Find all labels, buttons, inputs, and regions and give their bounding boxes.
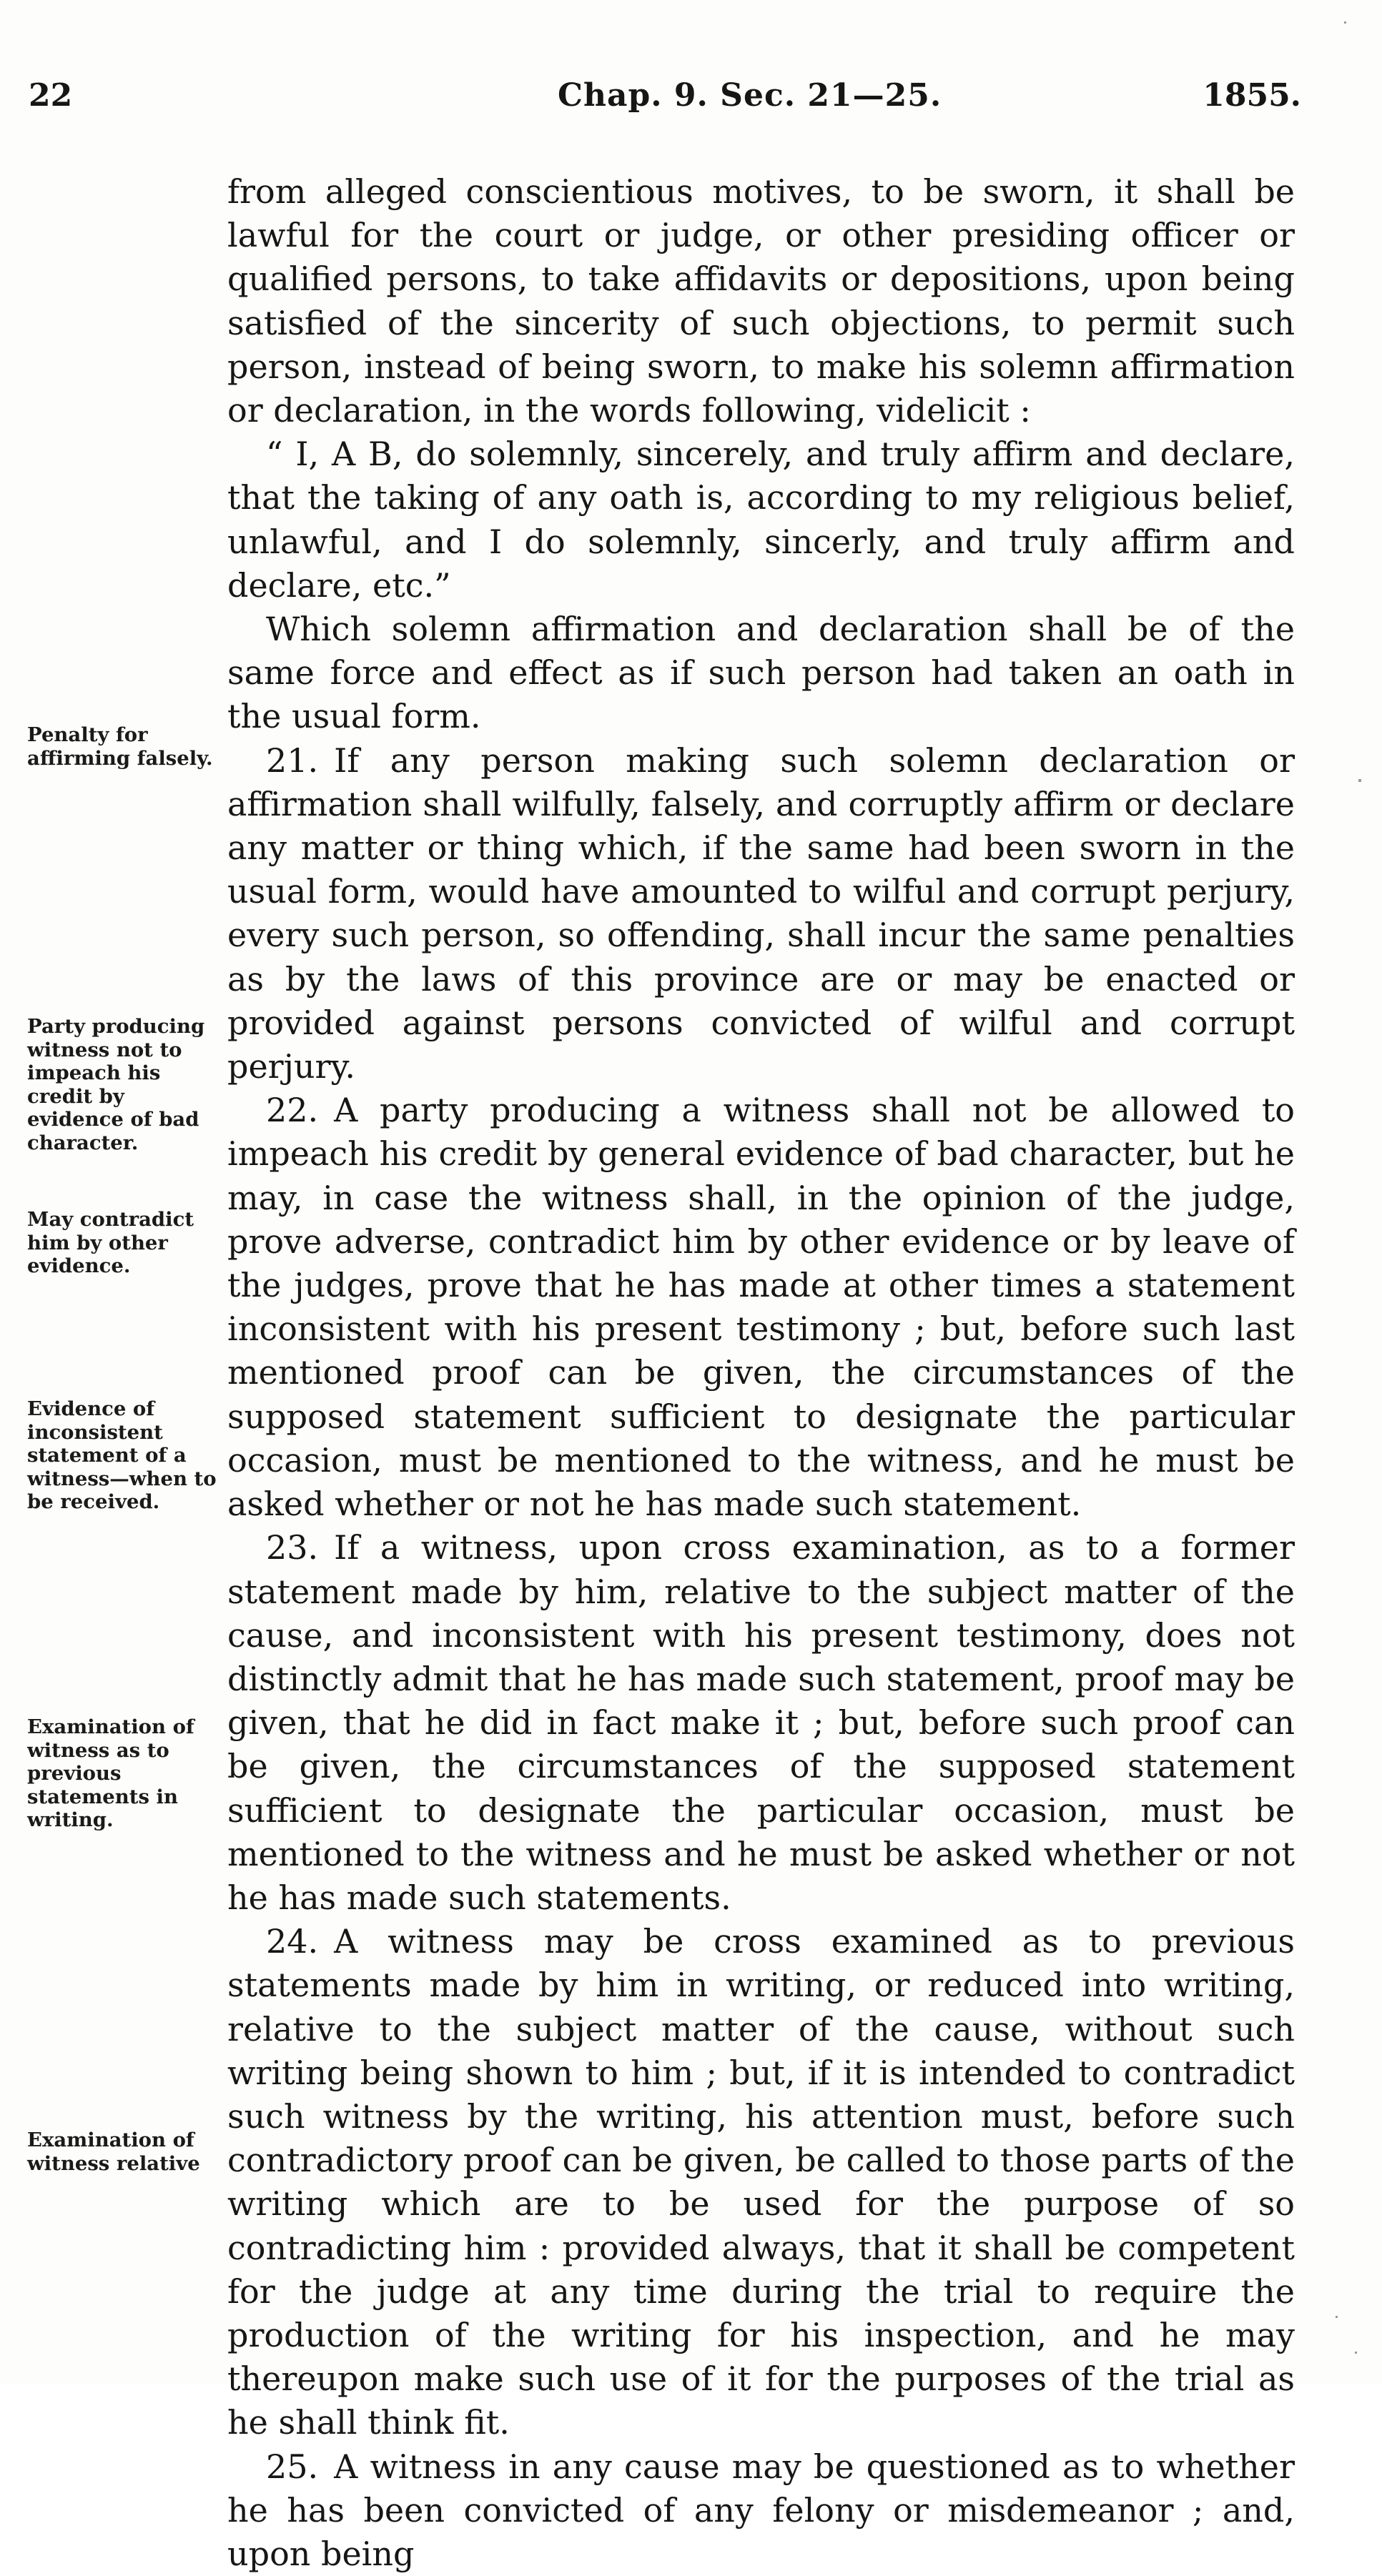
paragraph-intro: from alleged conscientious motives, to be sworn, it shall be lawful for the court or judge, or other presiding officer or qualified persons, to take affidavits or depositions, upon being satisfied of the sincerity of such objections, to permit such person, instead of being sworn, to make his solemn affirmation or declaration, in the words following, videlicit :	[227, 172, 1295, 430]
body-text	[227, 170, 1295, 2576]
scan-speck	[1358, 779, 1361, 782]
margin-note-party-producing: Party producing witness not to impeach his credit by evidence of bad character.	[27, 1015, 205, 1154]
scan-speck	[1355, 2352, 1357, 2354]
margin-note-examination-relative: Examination of witness relative	[27, 2129, 200, 2175]
running-head: Chap. 9. Sec. 21—25.	[558, 77, 942, 114]
section-24	[227, 1920, 1295, 2444]
section-text: If a witness, upon cross examination, as to a former statement made by him, relative to the subject matter of the cause, and inconsistent with his present testimony, does not distinctly admit that he has made such statement, proof may be given, that he did in fact make it ; but, before such proof can be given, the circumstances of the supposed statement sufficient to designate the particular occasion, must be mentioned to the witness and he must be asked whether or not he has made such statements.	[227, 1528, 1295, 1917]
scan-speck	[1336, 2316, 1338, 2318]
section-text: A witness may be cross examined as to previous statements made by him in writing, or reduced into writing, relative to the subject matter of the cause, without such writing being shown to him ; but, if it is intended to contradict such witness by the writing, his attention must, before such contradictory proof can be given, be called to those parts of the writing which are to be used for the purpose of so contradicting him : provided always, that it shall be competent for the judge at any time during the trial to require the production of the writing for his inspection, and he may thereupon make such use of it for the purposes of the trial as he shall think fit.	[227, 1922, 1295, 2442]
section-text: If any person making such solemn declaration or affirmation shall wilfully, falsely, and corruptly affirm or declare any matter or thing which, if the same had been sworn in the usual form, would have amounted to wilful and corrupt perjury, every such person, so offending, shall incur the same penalties as by the laws of this province are or may be enacted or provided against persons convicted of wilful and corrupt perjury.	[227, 740, 1295, 1086]
section-number: 23.	[266, 1528, 319, 1567]
section-number: 22.	[266, 1091, 319, 1130]
section-number: 25.	[266, 2447, 319, 2486]
section-number: 21.	[266, 740, 319, 780]
paragraph-oath: “ I, A B, do solemnly, sincerely, and truly affirm and declare, that the taking of any oath is, according to my religious belief, unlawful, and I do solemnly, sincerly, and truly affirm and declare, etc.”	[227, 435, 1295, 605]
scan-speck	[1344, 21, 1346, 24]
margin-note-evidence-inconsistent: Evidence of inconsistent statement of a witness—when to be received.	[27, 1397, 217, 1513]
section-22	[227, 1089, 1295, 1526]
margin-note-may-contradict: May contradict him by other evidence.	[27, 1208, 194, 1277]
paragraph-which: Which solemn affirmation and declaration shall be of the same force and effect as if such person had taken an oath in the usual form.	[227, 610, 1295, 736]
header-year: 1855.	[1203, 77, 1301, 114]
page-number: 22	[29, 77, 73, 114]
section-number: 24.	[266, 1922, 319, 1961]
section-23	[227, 1526, 1295, 1920]
margin-note-penalty: Penalty for affirming falsely.	[27, 723, 213, 770]
section-text: A party producing a witness shall not be allowed to impeach his credit by general evidence of bad character, but he may, in case the witness shall, in the opinion of the judge, prove adverse, contradict him by other evidence or by leave of the judges, prove that he has made at other times a statement inconsistent with his present testimony ; but, before such last mentioned proof can be given, the circumstances of the supposed statement sufficient to designate the particular occasion, must be mentioned to the witness, and he must be asked whether or not he has made such statement.	[227, 1091, 1295, 1524]
section-text: A witness in any cause may be questioned as to whether he has been convicted of any felony or misdemeanor ; and, upon being	[227, 2447, 1295, 2573]
page-header	[29, 77, 1301, 120]
section-25	[227, 2445, 1295, 2576]
section-21	[227, 739, 1295, 1089]
margin-note-examination-writing: Examination of witness as to previous statements in writing.	[27, 1715, 194, 1831]
